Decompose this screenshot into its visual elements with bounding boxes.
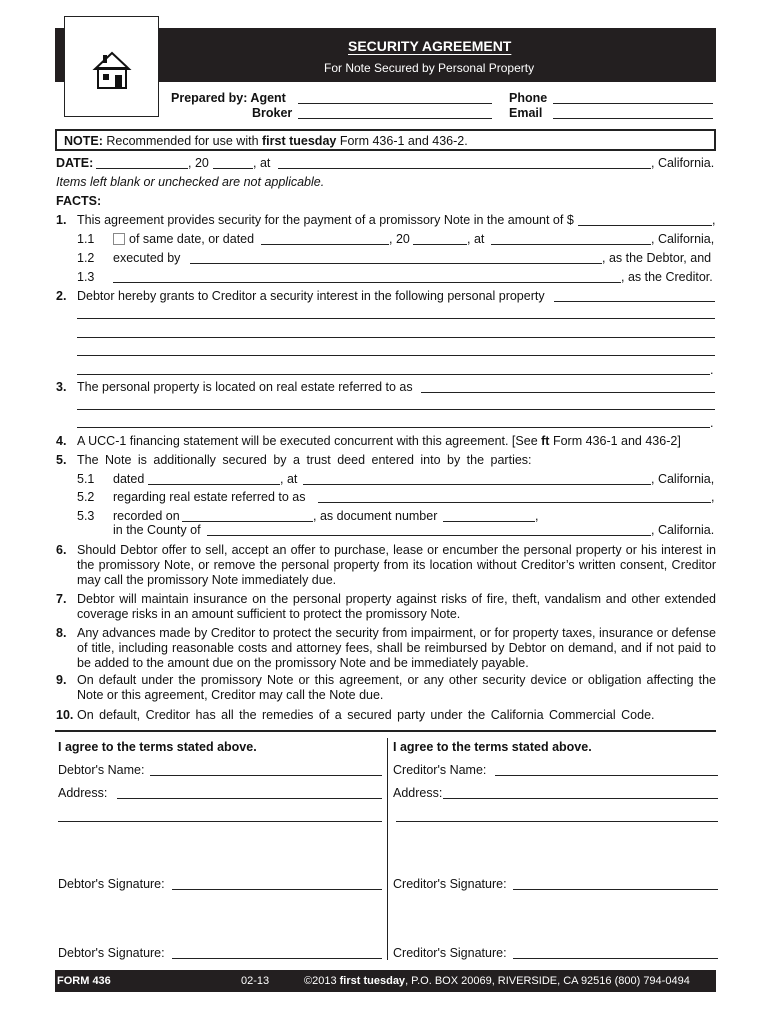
- phone-label: Phone: [509, 91, 548, 105]
- debtor-address-label: Address:: [58, 786, 108, 800]
- blank-note: Items left blank or unchecked are not applicable.: [56, 175, 325, 189]
- fact-1-1-year: , 20: [389, 232, 410, 246]
- item-9-text: On default under the promissory Note or this agreement, or any other security device or obligation affecting the Note or this agreement, Creditor may call the Note due.: [77, 673, 716, 702]
- item-10-text: On default, Creditor has all the remedies of a secured party under the California Commercial Code.: [77, 708, 655, 722]
- fact-2-end: .: [710, 363, 714, 377]
- item-5-3-end: ,: [535, 509, 539, 523]
- phone-field[interactable]: [553, 103, 713, 104]
- debtor-name-label: Debtor's Name:: [58, 763, 145, 777]
- debtor-signature-label-2: Debtor's Signature:: [58, 946, 165, 960]
- email-field[interactable]: [553, 118, 713, 119]
- broker-field[interactable]: [298, 118, 492, 119]
- creditor-address-field-2[interactable]: [396, 821, 718, 822]
- creditor-name-field[interactable]: [495, 775, 718, 776]
- item-4-ft: ft: [541, 434, 550, 448]
- form-subtitle: For Note Secured by Personal Property: [324, 61, 535, 75]
- debtor-signature-label-1: Debtor's Signature:: [58, 877, 165, 891]
- footer-revision: 02-13: [241, 975, 270, 987]
- item-5-number: 5.: [56, 453, 67, 467]
- item-5-3-text: recorded on: [113, 509, 180, 523]
- signature-column-divider: [387, 738, 388, 960]
- creditor-signature-label-2: Creditor's Signature:: [393, 946, 507, 960]
- fact-1-2-number: 1.2: [77, 251, 95, 265]
- item-5-1-at: , at: [280, 472, 298, 486]
- note-label: NOTE:: [64, 134, 103, 148]
- item-9-number: 9.: [56, 673, 67, 687]
- recorded-date-field[interactable]: [182, 521, 313, 522]
- creditor-signature-field-2[interactable]: [513, 958, 718, 959]
- item-6-number: 6.: [56, 543, 67, 557]
- location-field-3[interactable]: [77, 427, 710, 428]
- debtor-signature-field-2[interactable]: [172, 958, 382, 959]
- fact-1-1-state: , California,: [651, 232, 715, 246]
- footer-address: , P.O. BOX 20069, RIVERSIDE, CA 92516 (800) 794-0494: [405, 975, 690, 987]
- footer-form-number: FORM 436: [57, 975, 111, 987]
- item-6-text: Should Debtor offer to sell, accept an offer to purchase, lease or encumber the personal property or his interest in the promissory Note, or remove the personal property from its location without Creditor’s written consent, Creditor may call the promissory Note immediately due.: [77, 543, 716, 587]
- fact-3-number: 3.: [56, 380, 67, 394]
- note-text: [64, 135, 468, 148]
- date-label: DATE:: [56, 156, 94, 170]
- item-4-text: [77, 435, 681, 448]
- debtor-address-field-2[interactable]: [58, 821, 382, 822]
- date-field[interactable]: [96, 168, 188, 169]
- item-5-2-number: 5.2: [77, 490, 95, 504]
- item-10-number: 10.: [56, 708, 74, 722]
- item-4-text-b: Form 436-1 and 436-2]: [552, 434, 681, 448]
- agent-field[interactable]: [298, 103, 492, 104]
- item-8-number: 8.: [56, 626, 67, 640]
- fact-1-end: ,: [712, 213, 716, 227]
- property-field-1[interactable]: [554, 301, 715, 302]
- fact-1-1-at: , at: [467, 232, 485, 246]
- signature-section-divider: [55, 730, 716, 732]
- footer-copyright: [304, 976, 690, 987]
- item-4-text-a: A UCC-1 financing statement will be executed concurrent with this agreement. [See: [77, 434, 538, 448]
- date-year-field[interactable]: [213, 168, 253, 169]
- trust-deed-place-field[interactable]: [303, 484, 651, 485]
- prepared-by-label: Prepared by: Agent: [171, 91, 286, 105]
- creditor-address-field-1[interactable]: [443, 798, 718, 799]
- county-field[interactable]: [207, 535, 651, 536]
- debtor-name-field[interactable]: [150, 775, 382, 776]
- fact-1-2-text: executed by: [113, 251, 181, 265]
- property-field-5[interactable]: [77, 374, 710, 375]
- item-5-3-doc: , as document number: [313, 509, 438, 523]
- fact-1-2-end: , as the Debtor, and: [602, 251, 712, 265]
- fact-1-3-end: , as the Creditor.: [621, 270, 713, 284]
- note-year-field[interactable]: [413, 244, 467, 245]
- trust-deed-date-field[interactable]: [148, 484, 280, 485]
- creditor-name-label: Creditor's Name:: [393, 763, 487, 777]
- property-field-4[interactable]: [77, 355, 715, 356]
- note-amount-field[interactable]: [578, 225, 712, 226]
- note-text-a: Recommended for use with: [106, 134, 259, 148]
- email-label: Email: [509, 106, 543, 120]
- item-5-text: The Note is additionally secured by a trust deed entered into by the parties:: [77, 453, 532, 467]
- form-title: SECURITY AGREEMENT: [348, 38, 512, 54]
- date-year-prefix: , 20: [188, 156, 209, 170]
- fact-1-1-text: of same date, or dated: [129, 232, 255, 246]
- fact-1-text: This agreement provides security for the payment of a promissory Note in the amount of $: [77, 213, 574, 227]
- same-date-checkbox[interactable]: [113, 233, 125, 245]
- house-icon: [65, 17, 157, 115]
- note-text-b: Form 436-1 and 436-2.: [339, 134, 468, 148]
- real-estate-field[interactable]: [318, 502, 711, 503]
- item-7-text: Debtor will maintain insurance on the personal property against risks of fire, theft, vandalism and other extended coverage risks in an amount sufficient to protect the promissory Note.: [77, 592, 716, 621]
- item-5-2-text: regarding real estate referred to as: [113, 490, 306, 504]
- creditor-signature-label-1: Creditor's Signature:: [393, 877, 507, 891]
- creditor-address-label: Address:: [393, 786, 443, 800]
- item-5-3-county: in the County of: [113, 523, 201, 537]
- location-field-2[interactable]: [77, 409, 715, 410]
- note-date-field[interactable]: [261, 244, 389, 245]
- fact-3-end: .: [710, 416, 714, 430]
- debtor-signature-field-1[interactable]: [172, 889, 382, 890]
- creditor-signature-field-1[interactable]: [513, 889, 718, 890]
- debtor-field[interactable]: [190, 263, 602, 264]
- item-5-1-text: dated: [113, 472, 145, 486]
- facts-label: FACTS:: [56, 194, 102, 208]
- item-5-3-number: 5.3: [77, 509, 95, 523]
- fact-3-text: The personal property is located on real estate referred to as: [77, 380, 413, 394]
- logo-box: [64, 16, 159, 117]
- broker-label: Broker: [252, 106, 293, 120]
- fact-2-text: Debtor hereby grants to Creditor a security interest in the following personal property: [77, 289, 545, 303]
- footer-copyright-year: ©2013: [304, 975, 337, 987]
- fact-1-3-number: 1.3: [77, 270, 95, 284]
- item-5-3-state: , California.: [651, 523, 715, 537]
- item-5-2-end: ,: [711, 490, 715, 504]
- item-8-text: Any advances made by Creditor to protect the security from impairment, or for property taxes, insurance or defense of title, including reasonable costs and attorney fees, shall be reimbursed by Debtor on demand, and if not paid to be added to the amount due on the promissory Note and be immediately payable.: [77, 626, 716, 670]
- debtor-address-field-1[interactable]: [117, 798, 382, 799]
- item-7-number: 7.: [56, 592, 67, 606]
- property-field-3[interactable]: [77, 337, 715, 338]
- fact-1-1-number: 1.1: [77, 232, 95, 246]
- item-4-number: 4.: [56, 434, 67, 448]
- footer-brand: first tuesday: [339, 975, 406, 987]
- item-5-1-state: , California,: [651, 472, 715, 486]
- document-number-field[interactable]: [443, 521, 535, 522]
- item-5-1-number: 5.1: [77, 472, 95, 486]
- location-field-1[interactable]: [421, 392, 715, 393]
- creditor-agree: I agree to the terms stated above.: [393, 740, 592, 754]
- fact-2-number: 2.: [56, 289, 67, 303]
- fact-1-number: 1.: [56, 213, 67, 227]
- note-place-field[interactable]: [491, 244, 651, 245]
- debtor-agree: I agree to the terms stated above.: [58, 740, 257, 754]
- creditor-field[interactable]: [113, 282, 621, 283]
- property-field-2[interactable]: [77, 318, 715, 319]
- note-brand: first tuesday: [262, 134, 337, 148]
- date-at: , at: [253, 156, 271, 170]
- date-place-field[interactable]: [278, 168, 651, 169]
- date-state: , California.: [651, 156, 715, 170]
